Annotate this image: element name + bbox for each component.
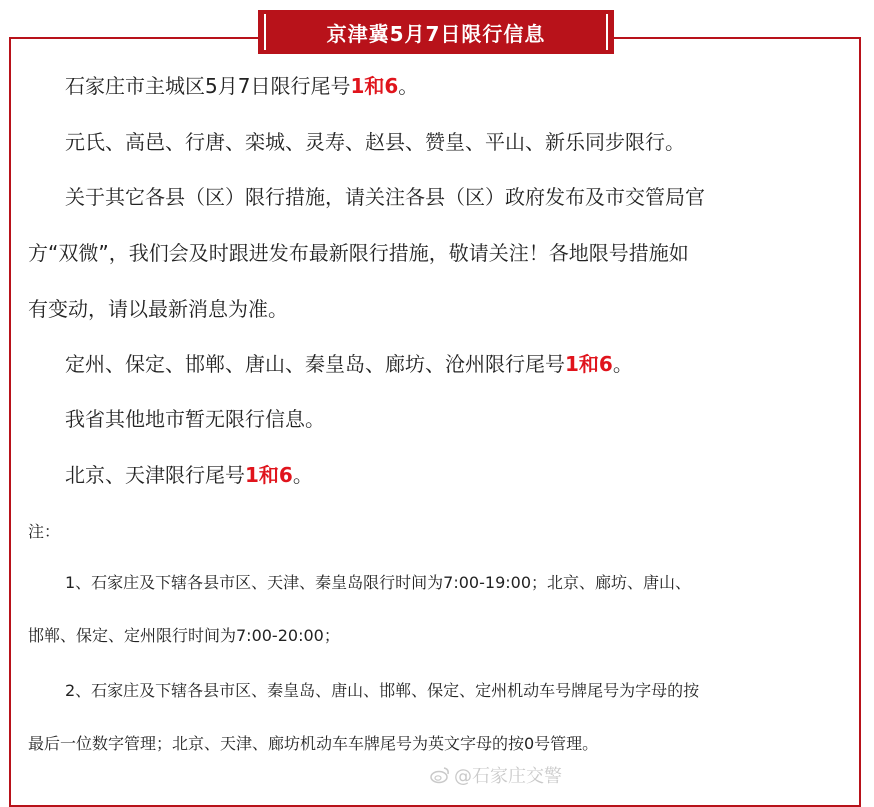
- note-1-line2: 邯郸、保定、定州限行时间为7:00-20:00；: [28, 626, 340, 645]
- paragraph-other-line2: 方“双微”，我们会及时跟进发布最新限行措施，敬请关注！各地限号措施如: [28, 241, 689, 265]
- paragraph-beijing-tianjin: 北京、天津限行尾号1和6。: [65, 463, 313, 487]
- plate-number-highlight: 1和6: [565, 352, 613, 376]
- notice-title-text: 京津冀5月7日限行信息: [326, 21, 546, 46]
- note-2-line2: 最后一位数字管理；北京、天津、廊坊机动车车牌尾号为英文字母的按0号管理。: [28, 734, 599, 753]
- note-1-line1: 1、石家庄及下辖各县市区、天津、秦皇岛限行时间为7:00-19:00；北京、廊坊、唐山、: [65, 573, 691, 592]
- weibo-icon: [430, 766, 450, 784]
- plate-number-highlight: 1和6: [350, 74, 399, 98]
- paragraph-counties: 元氏、高邑、行唐、栾城、灵寿、赵县、赞皇、平山、新乐同步限行。: [65, 130, 685, 154]
- notice-title: [258, 10, 614, 54]
- watermark: [430, 762, 562, 788]
- paragraph-no-restriction: 我省其他地市暂无限行信息。: [65, 407, 325, 431]
- paragraph-other-line1: 关于其它各县（区）限行措施，请关注各县（区）政府发布及市交管局官: [65, 185, 705, 209]
- plate-number-highlight: 1和6: [245, 463, 293, 487]
- paragraph-main-city: 石家庄市主城区5月7日限行尾号1和6。: [65, 74, 419, 98]
- paragraph-other-line3: 有变动，请以最新消息为准。: [28, 297, 288, 321]
- note-2-line1: 2、石家庄及下辖各县市区、秦皇岛、唐山、邯郸、保定、定州机动车号牌尾号为字母的按: [65, 681, 700, 700]
- notes-label: 注：: [28, 522, 61, 541]
- paragraph-province-cities: 定州、保定、邯郸、唐山、秦皇岛、廊坊、沧州限行尾号1和6。: [65, 352, 633, 376]
- watermark-text: @石家庄交警: [454, 766, 562, 787]
